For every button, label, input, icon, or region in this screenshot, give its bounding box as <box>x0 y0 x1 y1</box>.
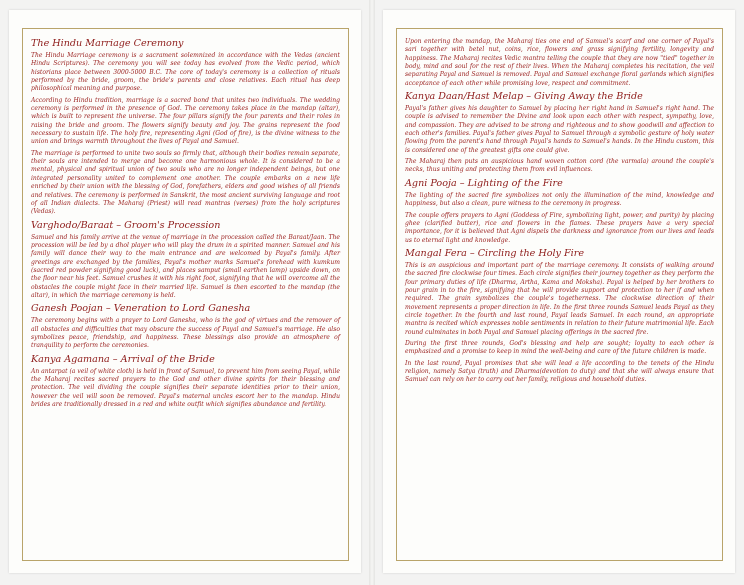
page-gutter <box>369 0 375 585</box>
body-paragraph: The lighting of the sacred fire symbolizes not only the illumination of the mind, knowledge and happiness, but also a clean, pure witness to the ceremony in progress. <box>405 191 714 208</box>
body-paragraph: An antarpat (a veil of white cloth) is held in front of Samuel, to prevent him from seeing Payal, while the Maharaj recites sacred prayers to the God and other divine spirits for their blessing and protection. The veil dividing the couple signifies their separate identities prior to their union, however the veil will soon be removed. Payal's maternal uncles escort her to the mandap. Hindu brides are traditionally dressed in a red and white outfit which signifies abundance and fertility. <box>31 367 340 409</box>
right-page-frame <box>396 28 723 561</box>
section <box>31 354 340 410</box>
section <box>405 38 714 88</box>
section-heading: Mangal Fera – Circling the Holy Fire <box>405 247 585 259</box>
left-page <box>9 10 361 573</box>
left-page-frame <box>22 28 349 561</box>
body-paragraph: According to Hindu tradition, marriage is a sacred bond that unites two individuals. The wedding ceremony is performed in the presence of God. The ceremony takes place in the mandap (altar), which is built to represent the universe. The four pillars signify the four parents and their roles in raising the bride and groom. The flowers signify beauty and joy. The grains represent the food necessary to sustain life. The holy fire, representing Agni (God of fire), is the divine witness to the union and brings warmth throughout the lives of Payal and Samuel. <box>31 96 340 146</box>
body-paragraph: The ceremony begins with a prayer to Lord Ganesha, who is the god of virtues and the remover of all obstacles and difficulties that may obscure the success of Payal and Samuel's marriage. He also symbolizes peace, friendship, and happiness. These blessings also provide an atmosphere of tranquility to perform the ceremonies. <box>31 317 340 350</box>
right-page <box>383 10 735 573</box>
section-heading: Kanya Daan/Hast Melap – Giving Away the Bride <box>405 91 643 103</box>
section <box>405 91 714 175</box>
body-paragraph: Upon entering the mandap, the Maharaj ties one end of Samuel's scarf and one corner of Payal's sari together with betel nut, coins, rice, flowers and grass signifying fertility, longevity and happiness. The Maharaj recites Vedic mantra telling the couple that they are now "tied" together in body, mind and soul for the rest of their lives. When the Maharaj completes his recitation, the veil separating Payal and Samuel is removed. Payal and Samuel exchange floral garlands which signifies acceptance of each other while promising love, respect and commitment. <box>405 38 714 87</box>
body-paragraph: During the first three rounds, God's blessing and help are sought; loyalty to each other is emphasized and a promise to keep in mind the well-being and care of the future children is made. <box>405 339 714 356</box>
body-paragraph: The marriage is performed to unite two souls so firmly that, although their bodies remain separate, their souls are intended to merge and become one harmonious whole. It is considered to be a mental, physical and spiritual union of two souls who are no longer independent beings, but one integrated personality united to complement one another. The couple embarks on a new life enriched by their union with the blessing of God, forefathers, elders and good wishes of all friends and relatives. The ceremony is performed in Sanskrit, the most ancient surviving language and root of all Indian dialects. The Maharaj (Priest) will read mantras (verses) from the holy scriptures (Vedas). <box>31 149 340 216</box>
body-paragraph: The couple offers prayers to Agni (Goddess of Fire, symbolizing light, power, and purity) by placing ghee (clarified butter), rice and flowers in the flames. These prayers have a very special importance, for it is believed that Agni dispels the darkness and ignorance from our lives and leads us to eternal light and knowledge. <box>405 211 714 244</box>
body-paragraph: In the last round, Payal promises that she will lead a life according to the tenets of the Hindu religion, namely Satya (truth) and Dharma(devotion to duty) and that she will always ensure that Samuel can rely on her to carry out her family, religious and household duties. <box>405 359 714 384</box>
section <box>405 178 714 245</box>
section-heading: Agni Pooja – Lighting of the Fire <box>405 177 563 189</box>
body-paragraph: Samuel and his family arrive at the venue of marriage in the procession called the Baraat/Jaan. The procession will be led by a dhol player who will play the drum in a spirited manner. Samuel and his family will dance their way to the main entrance and are welcomed by Payal's family. After greetings are exchanged by the families, Payal's mother marks Samuel's forehead with kumkum (sacred red powder signifying good luck), and places samput (small earthen lamp) upside down, on the floor near his feet. Samuel crushes it with his right foot, signifying that he will overcome all the obstacles the couple might face in their married life. Samuel is then escorted to the mandap (the altar), in which the marriage ceremony is held. <box>31 233 340 299</box>
section-heading: Varghodo/Baraat – Groom's Procession <box>31 219 221 231</box>
body-paragraph: Payal's father gives his daughter to Samuel by placing her right hand in Samuel's right hand. The couple is advised to remember the Divine and look upon each other with respect, sympathy, love, and compassion. They are advised to be strong and righteous and to show goodwill and affection to each other's families. Payal's father gives Payal to Samuel through a symbolic gesture of holy water flowing from the parent's hand through Payal's hands to Samuel's hands. In the Hindu custom, this is considered one of the greatest gifts one could give. <box>405 105 714 154</box>
section <box>31 38 340 217</box>
section <box>31 303 340 350</box>
section <box>31 220 340 301</box>
section-heading: The Hindu Marriage Ceremony <box>31 38 184 49</box>
body-paragraph: The Maharaj then puts an auspicious hand woven cotton cord (the varmala) around the couple's necks, thus uniting and protecting them from evil influences. <box>405 158 714 174</box>
body-paragraph: This is an auspicious and important part of the marriage ceremony. It consists of walking around the sacred fire clockwise four times. Each circle signifies their journey together as they perform the four primary duties of life (Dharma, Artha, Kama and Moksha). Payal is helped by her brothers to pour grain in to the fire, signifying that he will provide support and protection to her if and when required. The grain symbolizes the couple's togetherness. The clockwise direction of their movement represents a proper direction in life. In the first three rounds Samuel leads Payal as they circle together. In the fourth and last round, Payal leads Samuel. In each round, an appropriate mantra is recited which expresses noble sentiments in relation to their future matrimonial life. Each round culminates in both Payal and Samuel placing offerings in the sacred fire. <box>405 261 714 336</box>
body-paragraph: The Hindu Marriage ceremony is a sacrament solemnized in accordance with the Vedas (ancient Hindu Scriptures). The ceremony you will see today has evolved from the Vedic period, which historians place between 3000-5000 B.C. The core of today's ceremony is a collection of rituals performed by the bride, groom, the bride's parents and close relatives. Each ritual has deep philosophical meaning and purpose. <box>31 52 340 93</box>
section-heading: Kanya Agamana – Arrival of the Bride <box>31 353 215 365</box>
section <box>405 248 714 385</box>
section-heading: Ganesh Poojan – Veneration to Lord Ganesha <box>31 303 251 315</box>
